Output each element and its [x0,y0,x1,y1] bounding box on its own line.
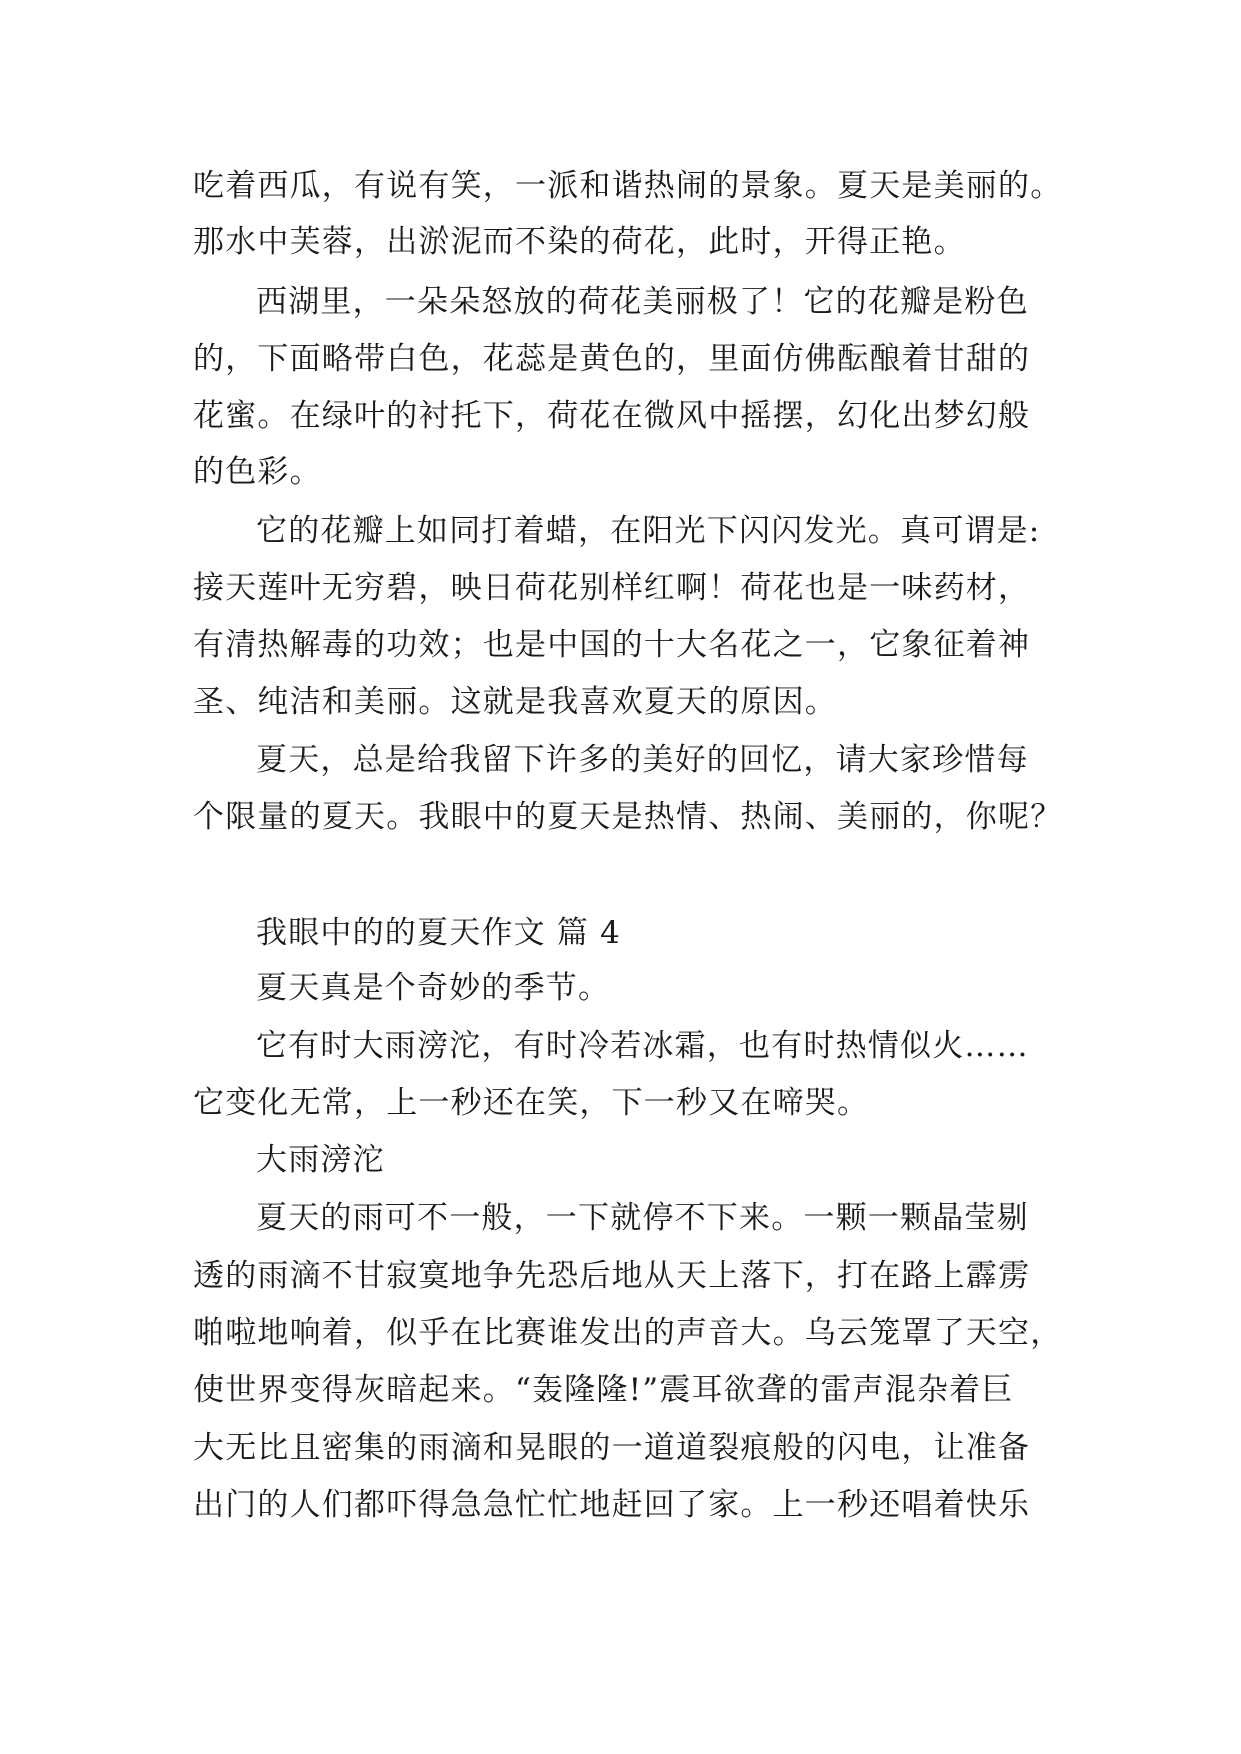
text-line: 那水中芙蓉，出淤泥而不染的荷花，此时，开得正艳。 [193,224,966,260]
text-line: 的，下面略带白色，花蕊是黄色的，里面仿佛酝酿着甘甜的 [193,341,1031,377]
subheading: 大雨滂沱 [256,1142,385,1178]
text-line: 吃着西瓜，有说有笑，一派和谐热闹的景象。夏天是美丽的。 [193,168,1063,204]
paragraph-start-line: 它有时大雨滂沱，有时冷若冰霜，也有时热情似火…… [256,1028,1029,1064]
text-line: 有清热解毒的功效；也是中国的十大名花之一，它象征着神 [193,627,1031,663]
text-line: 它变化无常，上一秒还在笑，下一秒又在啼哭。 [193,1085,870,1121]
text-line: 的色彩。 [193,454,322,490]
paragraph-start-line: 夏天，总是给我留下许多的美好的回忆，请大家珍惜每 [256,742,1029,778]
text-line: 花蜜。在绿叶的衬托下，荷花在微风中摇摆，幻化出梦幻般 [193,398,1031,434]
text-line: 接天莲叶无穷碧，映日荷花别样红啊！荷花也是一味药材， [193,570,1031,606]
text-line: 个限量的夏天。我眼中的夏天是热情、热闹、美丽的，你呢？ [193,799,1063,835]
text-line: 圣、纯洁和美丽。这就是我喜欢夏天的原因。 [193,684,837,720]
paragraph-start-line: 夏天真是个奇妙的季节。 [256,970,611,1006]
text-line: 透的雨滴不甘寂寞地争先恐后地从天上落下，打在路上霹雳 [193,1258,1031,1294]
text-line: 啪啦地响着，似乎在比赛谁发出的声音大。乌云笼罩了天空， [193,1315,1063,1351]
paragraph-start-line: 西湖里，一朵朵怒放的荷花美丽极了！它的花瓣是粉色 [256,284,1029,320]
paragraph-start-line: 夏天的雨可不一般，一下就停不下来。一颗一颗晶莹剔 [256,1200,1029,1236]
text-line: 大无比且密集的雨滴和晃眼的一道道裂痕般的闪电，让准备 [193,1430,1031,1466]
paragraph-start-line: 它的花瓣上如同打着蜡，在阳光下闪闪发光。真可谓是: [256,513,1041,549]
section-heading: 我眼中的的夏天作文 篇 4 [256,915,622,951]
text-line: 使世界变得灰暗起来。“轰隆隆!”震耳欲聋的雷声混杂着巨 [193,1372,1014,1408]
text-line: 出门的人们都吓得急急忙忙地赶回了家。上一秒还唱着快乐 [193,1487,1031,1523]
